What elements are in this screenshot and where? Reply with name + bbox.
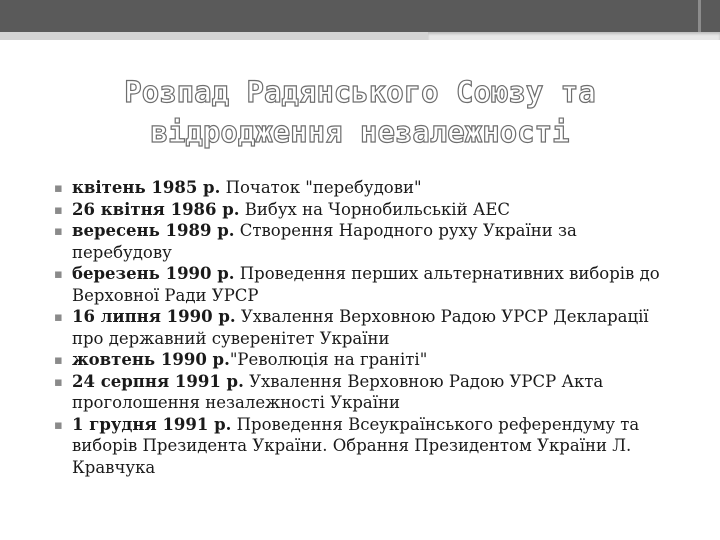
timeline-text: Ухвалення Верховною Радою УРСР Акта проголошення незалежності України bbox=[72, 371, 604, 412]
bullet-icon: ▪ bbox=[54, 181, 63, 196]
timeline-item bbox=[56, 177, 676, 199]
timeline-date: квітень 1985 р. bbox=[72, 178, 221, 197]
timeline-item bbox=[56, 220, 676, 263]
timeline-date: вересень 1989 р. bbox=[72, 221, 235, 240]
bullet-icon: ▪ bbox=[54, 202, 63, 218]
secondary-decorative-bar bbox=[0, 32, 720, 40]
timeline-list bbox=[56, 177, 676, 478]
slide-title-line-1: Розпад Радянського Союзу та bbox=[124, 75, 596, 109]
top-decorative-bar bbox=[0, 0, 720, 32]
timeline-text: Проведення Всеукраїнського референдуму та виборів Президента України. Обрання Президентом України Л. Кравчука bbox=[72, 414, 640, 477]
timeline-text: Вибух на Чорнобильській АЕС bbox=[239, 199, 510, 219]
timeline-item bbox=[56, 199, 676, 221]
timeline-date: жовтень 1990 р. bbox=[72, 350, 230, 369]
timeline-date: 16 липня 1990 р. bbox=[72, 307, 236, 326]
timeline-date: березень 1990 р. bbox=[72, 264, 235, 283]
timeline-text: Ухвалення Верховною Радою УРСР Декларації про державний суверенітет України bbox=[72, 307, 649, 348]
timeline-item bbox=[56, 371, 676, 414]
timeline-item bbox=[56, 306, 676, 349]
bullet-icon: ▪ bbox=[54, 267, 63, 282]
timeline-text: Створення Народного руху України за перебудову bbox=[72, 221, 577, 262]
slide-title bbox=[60, 72, 660, 152]
bullet-icon: ▪ bbox=[54, 310, 63, 325]
timeline-item bbox=[56, 349, 676, 371]
timeline-item bbox=[56, 414, 676, 479]
timeline-item bbox=[56, 263, 676, 306]
bullet-icon: ▪ bbox=[54, 353, 63, 368]
timeline-text: "Революція на граніті" bbox=[229, 350, 428, 369]
secondary-bar-inset bbox=[428, 32, 720, 40]
timeline-date: 24 серпня 1991 р. bbox=[72, 371, 244, 391]
top-bar-accent bbox=[698, 0, 701, 32]
bullet-icon: ▪ bbox=[54, 224, 63, 239]
bullet-icon: ▪ bbox=[54, 374, 63, 390]
slide-title-line-2: відродження незалежності bbox=[150, 115, 570, 149]
timeline-date: 1 грудня 1991 р. bbox=[72, 414, 232, 434]
timeline-text: Початок "перебудови" bbox=[220, 178, 422, 197]
bullet-icon: ▪ bbox=[54, 417, 63, 433]
timeline-date: 26 квітня 1986 р. bbox=[72, 199, 240, 219]
timeline-text: Проведення перших альтернативних виборів до Верховної Ради УРСР bbox=[72, 264, 660, 305]
